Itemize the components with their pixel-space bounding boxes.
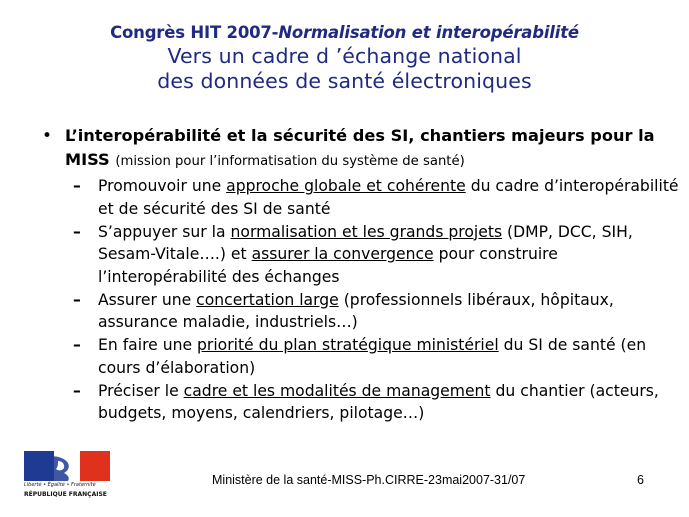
main-bullet-paren: (mission pour l’informatisation du système de santé) [115,154,465,169]
sub-bullet-text: du SI de santé (en cours d’élaboration) [98,336,647,377]
slide-title [0,22,689,94]
underlined-phrase: concertation large [196,290,339,309]
main-bullet-bold: L’interopérabilité et la sécurité des SI, chantiers majeurs pour la MISS [65,126,655,169]
underlined-phrase: priorité du plan stratégique ministériel [197,336,499,354]
title-line-1 [0,22,689,44]
sub-bullet-item [73,380,680,425]
dash-icon: – [73,222,81,241]
dash-icon: – [73,381,81,400]
title-line-1-prefix: Congrès HIT 2007- [110,23,279,42]
sub-bullet-text: En faire une [98,336,198,354]
logo-motto: Liberté • Égalité • Fraternité [24,482,96,488]
underlined-phrase: approche globale et cohérente [226,177,466,195]
title-line-1-italic: Normalisation et interopérabilité [278,23,579,42]
sub-bullet-list [40,175,680,425]
sub-bullet-text: S’appuyer sur la [98,222,231,241]
marianne-flag-icon [24,451,110,481]
underlined-phrase: assurer la convergence [251,245,434,263]
page-number: 6 [637,473,644,487]
sub-bullet-text: (professionnels libéraux, hôpitaux, assurance maladie, industriels…) [98,290,614,331]
sub-bullet-item [73,289,680,334]
underlined-phrase: cadre et les modalités de management [183,381,491,400]
sub-bullet-text: Assurer une [98,290,197,309]
sub-bullet-item [73,175,680,220]
sub-bullet-text: pour construire l’interopérabilité des échanges [98,245,558,286]
dash-icon: – [73,290,81,309]
slide-content [40,124,680,425]
main-bullet-text [65,124,680,174]
dash-icon: – [73,336,81,354]
sub-bullet-text: Promouvoir une [98,177,227,195]
sub-bullet-text: du chantier (acteurs, budgets, moyens, calendriers, pilotage…) [98,381,659,422]
sub-bullet-text: (DMP, DCC, SIH, Sesam-Vitale….) et [98,222,633,263]
marianne-logo [24,451,110,507]
sub-bullet-item [73,221,680,289]
underlined-phrase: normalisation et les grands projets [230,222,503,241]
logo-republic-text: RÉPUBLIQUE FRANÇAISE [24,491,107,498]
title-line-2: Vers un cadre d ’échange national [167,44,522,68]
main-bullet [40,124,680,174]
dash-icon: – [73,177,81,195]
sub-bullet-text: Préciser le [98,381,184,400]
sub-bullet-item [73,334,680,379]
bullet-icon: • [42,126,53,146]
title-line-3: des données de santé électroniques [157,69,532,93]
footer-text: Ministère de la santé-MISS-Ph.CIRRE-23mai2007-31/07 [212,473,526,487]
sub-bullet-text: du cadre d’interopérabilité et de sécurité des SI de santé [98,177,679,218]
